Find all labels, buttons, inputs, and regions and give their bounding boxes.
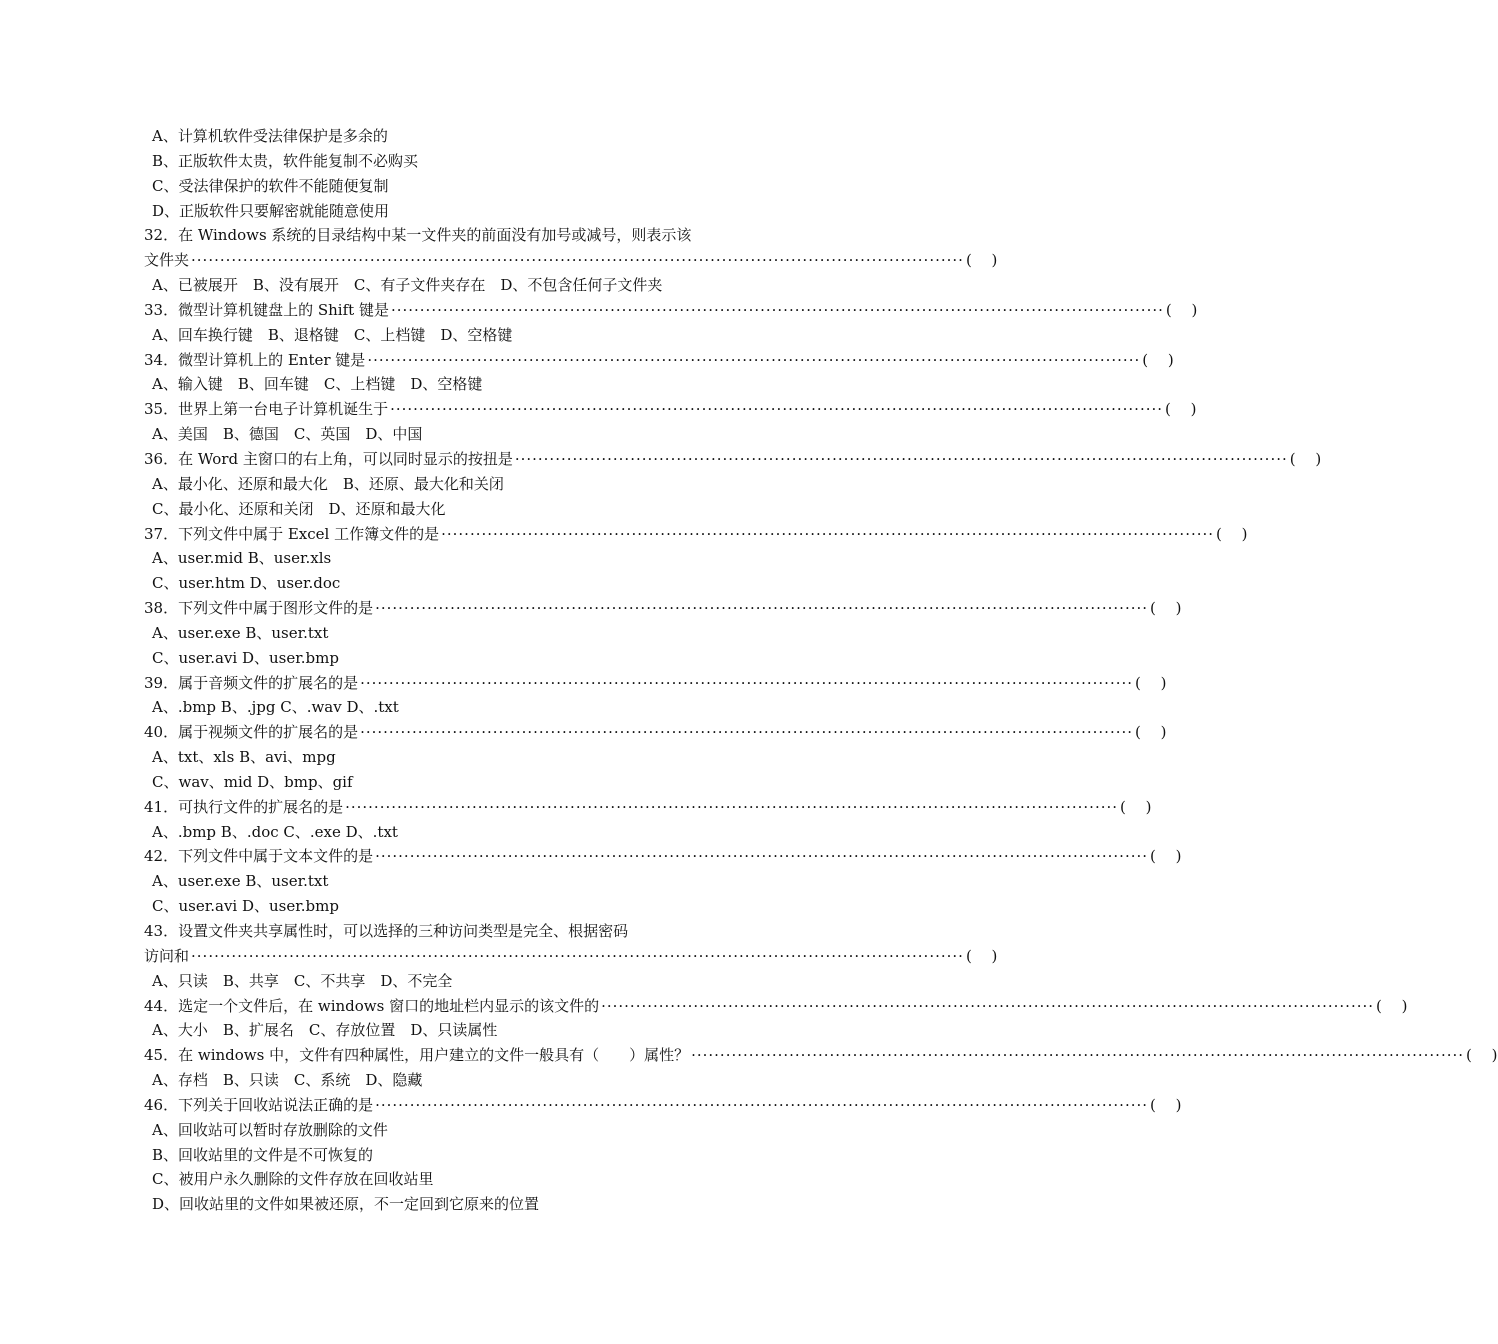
question-text: 40．属于视频文件的扩展名的是	[144, 723, 359, 742]
question-line	[144, 522, 1248, 547]
dot-leader: ······································································································································	[360, 673, 1134, 692]
dot-leader: ······································································································································	[390, 400, 1164, 419]
answer-blank: ( )	[965, 251, 998, 270]
question-line	[144, 795, 1152, 820]
answer-options: A、user.exe B、user.txt	[152, 623, 329, 642]
question-text: 45．在 windows 中，文件有四种属性，用户建立的文件一般具有（ ）属性？	[144, 1046, 690, 1065]
dot-leader: ······································································································································	[345, 797, 1119, 816]
answer-blank: ( )	[1165, 300, 1198, 319]
question-line: 43．设置文件夹共享属性时，可以选择的三种访问类型是完全、根据密码	[144, 922, 629, 940]
answer-options: A、.bmp B、.jpg C、.wav D、.txt	[152, 698, 399, 717]
question-line	[144, 671, 1167, 696]
answer-blank: ( )	[1150, 847, 1182, 866]
dot-leader: ······································································································································	[441, 524, 1215, 543]
answer-blank: ( )	[1289, 449, 1322, 468]
answer-options: B、回收站里的文件是不可恢复的	[152, 1145, 374, 1164]
question-line	[144, 298, 1198, 323]
answer-options: A、只读 B、共享 C、不共享 D、不完全	[152, 971, 453, 990]
question-text: 33．微型计算机键盘上的 Shift 键是	[144, 300, 389, 319]
answer-options: A、输入键 B、回车键 C、上档键 D、空格键	[152, 375, 483, 394]
dot-leader: ······································································································································	[375, 599, 1149, 618]
dot-leader: ······································································································································	[601, 996, 1375, 1015]
question-line	[144, 944, 998, 969]
answer-options: A、已被展开 B、没有展开 C、有子文件夹存在 D、不包含任何子文件夹	[152, 276, 663, 295]
answer-options: A、美国 B、德国 C、英国 D、中国	[152, 425, 423, 444]
dot-leader: ······································································································································	[367, 350, 1141, 369]
answer-blank: ( )	[1142, 350, 1174, 369]
answer-blank: ( )	[1376, 996, 1408, 1015]
answer-options: A、回收站可以暂时存放删除的文件	[152, 1120, 388, 1139]
question-line	[144, 720, 1167, 745]
answer-options: C、最小化、还原和关闭 D、还原和最大化	[152, 499, 446, 518]
question-line	[144, 596, 1182, 621]
answer-options: D、回收站里的文件如果被还原，不一定回到它原来的位置	[152, 1195, 540, 1214]
question-text: 41．可执行文件的扩展名的是	[144, 797, 344, 816]
question-line	[144, 994, 1408, 1019]
question-line	[144, 248, 998, 273]
question-line	[144, 397, 1197, 422]
question-line	[144, 1093, 1182, 1118]
dot-leader: ······································································································································	[375, 847, 1149, 866]
question-text: 37．下列文件中属于 Excel 工作簿文件的是	[144, 524, 440, 543]
answer-options: A、回车换行键 B、退格键 C、上档键 D、空格键	[152, 325, 513, 344]
question-text: 42．下列文件中属于文本文件的是	[144, 847, 374, 866]
answer-blank: ( )	[1135, 673, 1167, 692]
question-text: 38．下列文件中属于图形文件的是	[144, 599, 374, 618]
dot-leader: ······································································································································	[691, 1046, 1465, 1065]
question-line	[144, 447, 1322, 472]
question-text: 36．在 Word 主窗口的右上角，可以同时显示的按扭是	[144, 449, 513, 468]
question-line: 32．在 Windows 系统的目录结构中某一文件夹的前面没有加号或减号，则表示该	[144, 226, 692, 245]
question-text: 34．微型计算机上的 Enter 键是	[144, 350, 366, 369]
answer-blank: ( )	[965, 946, 998, 965]
answer-options: C、user.avi D、user.bmp	[152, 648, 339, 667]
dot-leader: ······································································································································	[390, 300, 1164, 319]
answer-options: C、被用户永久删除的文件存放在回收站里	[152, 1170, 434, 1189]
answer-blank: ( )	[1216, 524, 1248, 543]
answer-options: A、user.exe B、user.txt	[152, 872, 329, 891]
answer-options: A、最小化、还原和最大化 B、还原、最大化和关闭	[152, 474, 504, 493]
dot-leader: ······································································································································	[191, 251, 964, 270]
question-line	[144, 348, 1174, 373]
dot-leader: ······································································································································	[360, 723, 1134, 742]
answer-options: A、user.mid B、user.xls	[152, 549, 332, 568]
question-line	[144, 844, 1182, 869]
dot-leader: ······································································································································	[375, 1095, 1149, 1114]
question-text: 44．选定一个文件后，在 windows 窗口的地址栏内显示的该文件的	[144, 996, 600, 1015]
question-line	[144, 1043, 1498, 1068]
question-list	[144, 124, 1498, 1217]
answer-options: C、user.htm D、user.doc	[152, 574, 341, 593]
answer-blank: ( )	[1120, 797, 1152, 816]
question-text: 35．世界上第一台电子计算机诞生于	[144, 400, 389, 419]
answer-blank: ( )	[1165, 400, 1197, 419]
question-text: 39．属于音频文件的扩展名的是	[144, 673, 359, 692]
question-text: 访问和	[144, 946, 190, 965]
answer-options: B、正版软件太贵，软件能复制不必购买	[152, 151, 419, 170]
answer-blank: ( )	[1150, 599, 1182, 618]
question-text: 46．下列关于回收站说法正确的是	[144, 1095, 374, 1114]
answer-options: C、wav、mid D、bmp、gif	[152, 772, 353, 791]
answer-blank: ( )	[1466, 1046, 1498, 1065]
answer-options: A、存档 B、只读 C、系统 D、隐藏	[152, 1071, 423, 1090]
dot-leader: ······································································································································	[514, 449, 1288, 468]
dot-leader: ······································································································································	[191, 946, 964, 965]
answer-options: A、计算机软件受法律保护是多余的	[152, 127, 388, 145]
answer-options: A、大小 B、扩展名 C、存放位置 D、只读属性	[152, 1021, 498, 1040]
answer-options: A、txt、xls B、avi、mpg	[152, 748, 336, 767]
answer-options: D、正版软件只要解密就能随意使用	[152, 201, 390, 220]
answer-blank: ( )	[1135, 723, 1167, 742]
question-text: 文件夹	[144, 251, 190, 270]
answer-options: C、user.avi D、user.bmp	[152, 897, 339, 916]
answer-options: A、.bmp B、.doc C、.exe D、.txt	[152, 822, 398, 841]
answer-blank: ( )	[1150, 1095, 1182, 1114]
answer-options: C、受法律保护的软件不能随便复制	[152, 176, 389, 195]
